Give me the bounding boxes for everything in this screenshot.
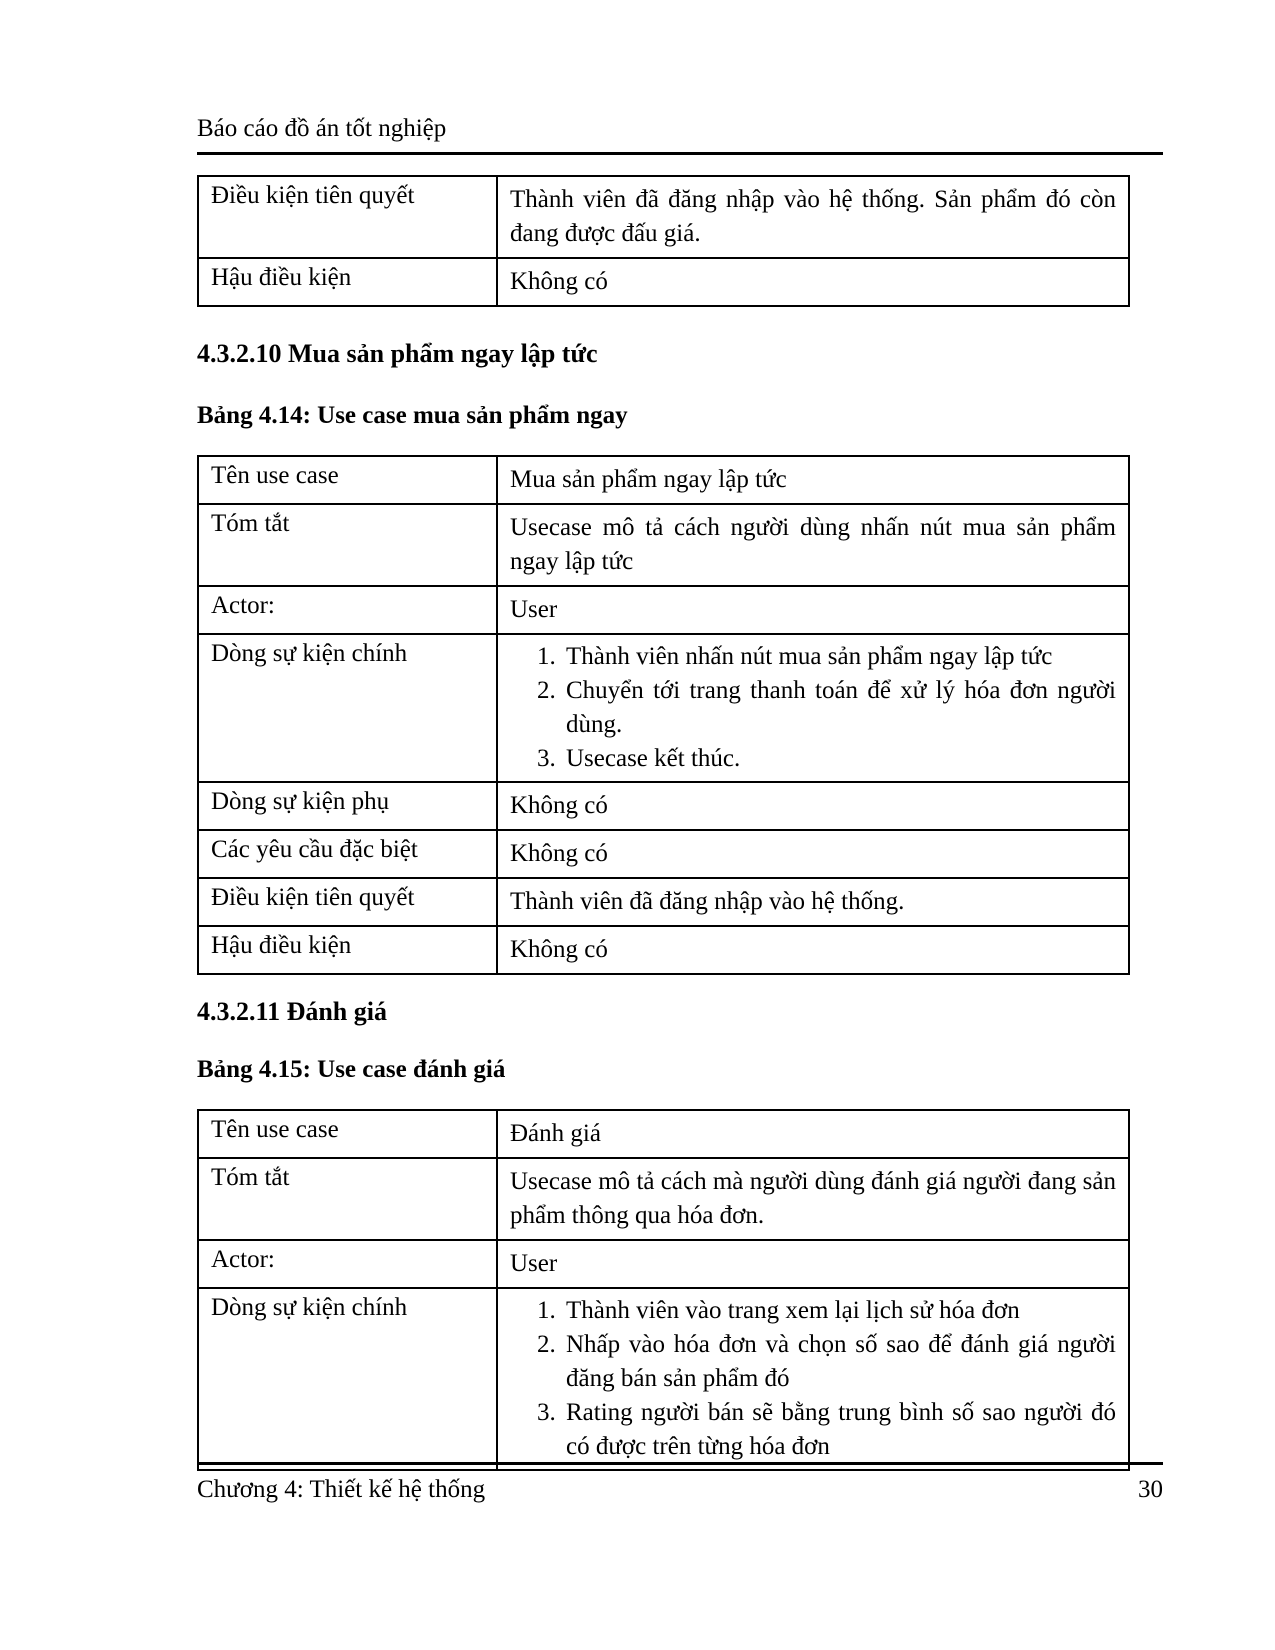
event-flow-list [510,640,1116,776]
row-text: Không có [510,840,608,867]
row-label-cell: Tên use case [198,1110,497,1158]
event-flow-item: 2. Chuyển tới trang thanh toán để xử lý hóa đơn người dùng. [562,674,1116,742]
table-row [198,504,1129,586]
table-row [198,456,1129,504]
table-row [198,586,1129,634]
table-row [198,634,1129,782]
row-label-cell: Dòng sự kiện chính [198,634,497,782]
row-content-cell [497,878,1129,926]
section-heading-rating: 4.3.2.11 Đánh giá [197,997,387,1026]
row-label-cell: Tóm tắt [198,504,497,586]
row-label-cell: Các yêu cầu đặc biệt [198,830,497,878]
row-label-cell: Điều kiện tiên quyết [198,176,497,258]
row-content-cell [497,634,1129,782]
event-flow-item: 3. Rating người bán sẽ bằng trung bình số sao người đó có được trên từng hóa đơn [562,1396,1116,1464]
row-label-cell: Hậu điều kiện [198,258,497,306]
table-row [198,1110,1129,1158]
table-row [198,258,1129,306]
section-heading-buy-now: 4.3.2.10 Mua sản phẩm ngay lập tức [197,339,598,368]
row-content-cell [497,504,1129,586]
table-row [198,176,1129,258]
row-content-cell [497,926,1129,974]
row-label-cell: Actor: [198,1240,497,1288]
table-row [198,830,1129,878]
usecase-table-partial [197,175,1130,307]
row-text: Usecase mô tả cách mà người dùng đánh giá người đang sản phẩm thông qua hóa đơn. [510,1168,1116,1229]
row-content-cell [497,456,1129,504]
row-content-cell [497,1240,1129,1288]
table-caption-4-14: Bảng 4.14: Use case mua sản phẩm ngay [197,402,628,429]
row-content-cell [497,586,1129,634]
row-text: Không có [510,268,608,295]
row-text: User [510,1250,558,1277]
row-content-cell [497,1158,1129,1240]
row-text: Đánh giá [510,1120,601,1147]
event-flow-item: 1. Thành viên nhấn nút mua sản phẩm ngay lập tức [562,640,1116,674]
event-flow-item: 2. Nhấp vào hóa đơn và chọn số sao để đánh giá người đăng bán sản phẩm đó [562,1328,1116,1396]
table-row [198,878,1129,926]
row-label-cell: Actor: [198,586,497,634]
event-flow-list [510,1294,1116,1464]
row-label-cell: Tên use case [198,456,497,504]
row-text: Thành viên đã đăng nhập vào hệ thống. Sản phẩm đó còn đang được đấu giá. [510,186,1116,247]
event-flow-item: 3. Usecase kết thúc. [562,742,1116,776]
row-content-cell [497,258,1129,306]
page-number: 30 [1138,1476,1163,1503]
row-text: User [510,596,558,623]
row-text: Không có [510,936,608,963]
table-row [198,1240,1129,1288]
row-content-cell [497,1110,1129,1158]
row-text: Thành viên đã đăng nhập vào hệ thống. [510,888,905,915]
row-text: Usecase mô tả cách người dùng nhấn nút mua sản phẩm ngay lập tức [510,514,1116,575]
usecase-table-rating [197,1109,1130,1471]
row-content-cell [497,830,1129,878]
page-content [197,112,1163,1471]
row-label-cell: Hậu điều kiện [198,926,497,974]
table-row [198,926,1129,974]
table-row [198,1288,1129,1470]
row-text: Mua sản phẩm ngay lập tức [510,466,787,493]
table-caption-4-15: Bảng 4.15: Use case đánh giá [197,1056,506,1083]
table-row [198,1158,1129,1240]
row-label-cell: Dòng sự kiện phụ [198,782,497,830]
page-footer [197,1462,1163,1506]
row-text: Không có [510,792,608,819]
row-content-cell [497,1288,1129,1470]
row-label-cell: Tóm tắt [198,1158,497,1240]
row-label-cell: Dòng sự kiện chính [198,1288,497,1470]
footer-chapter-label: Chương 4: Thiết kế hệ thống [197,1476,486,1503]
table-row [198,782,1129,830]
event-flow-item: 1. Thành viên vào trang xem lại lịch sử hóa đơn [562,1294,1116,1328]
row-content-cell [497,782,1129,830]
row-label-cell: Điều kiện tiên quyết [198,878,497,926]
usecase-table-buy-now [197,455,1130,975]
running-header: Báo cáo đồ án tốt nghiệp [197,112,1163,155]
row-content-cell [497,176,1129,258]
